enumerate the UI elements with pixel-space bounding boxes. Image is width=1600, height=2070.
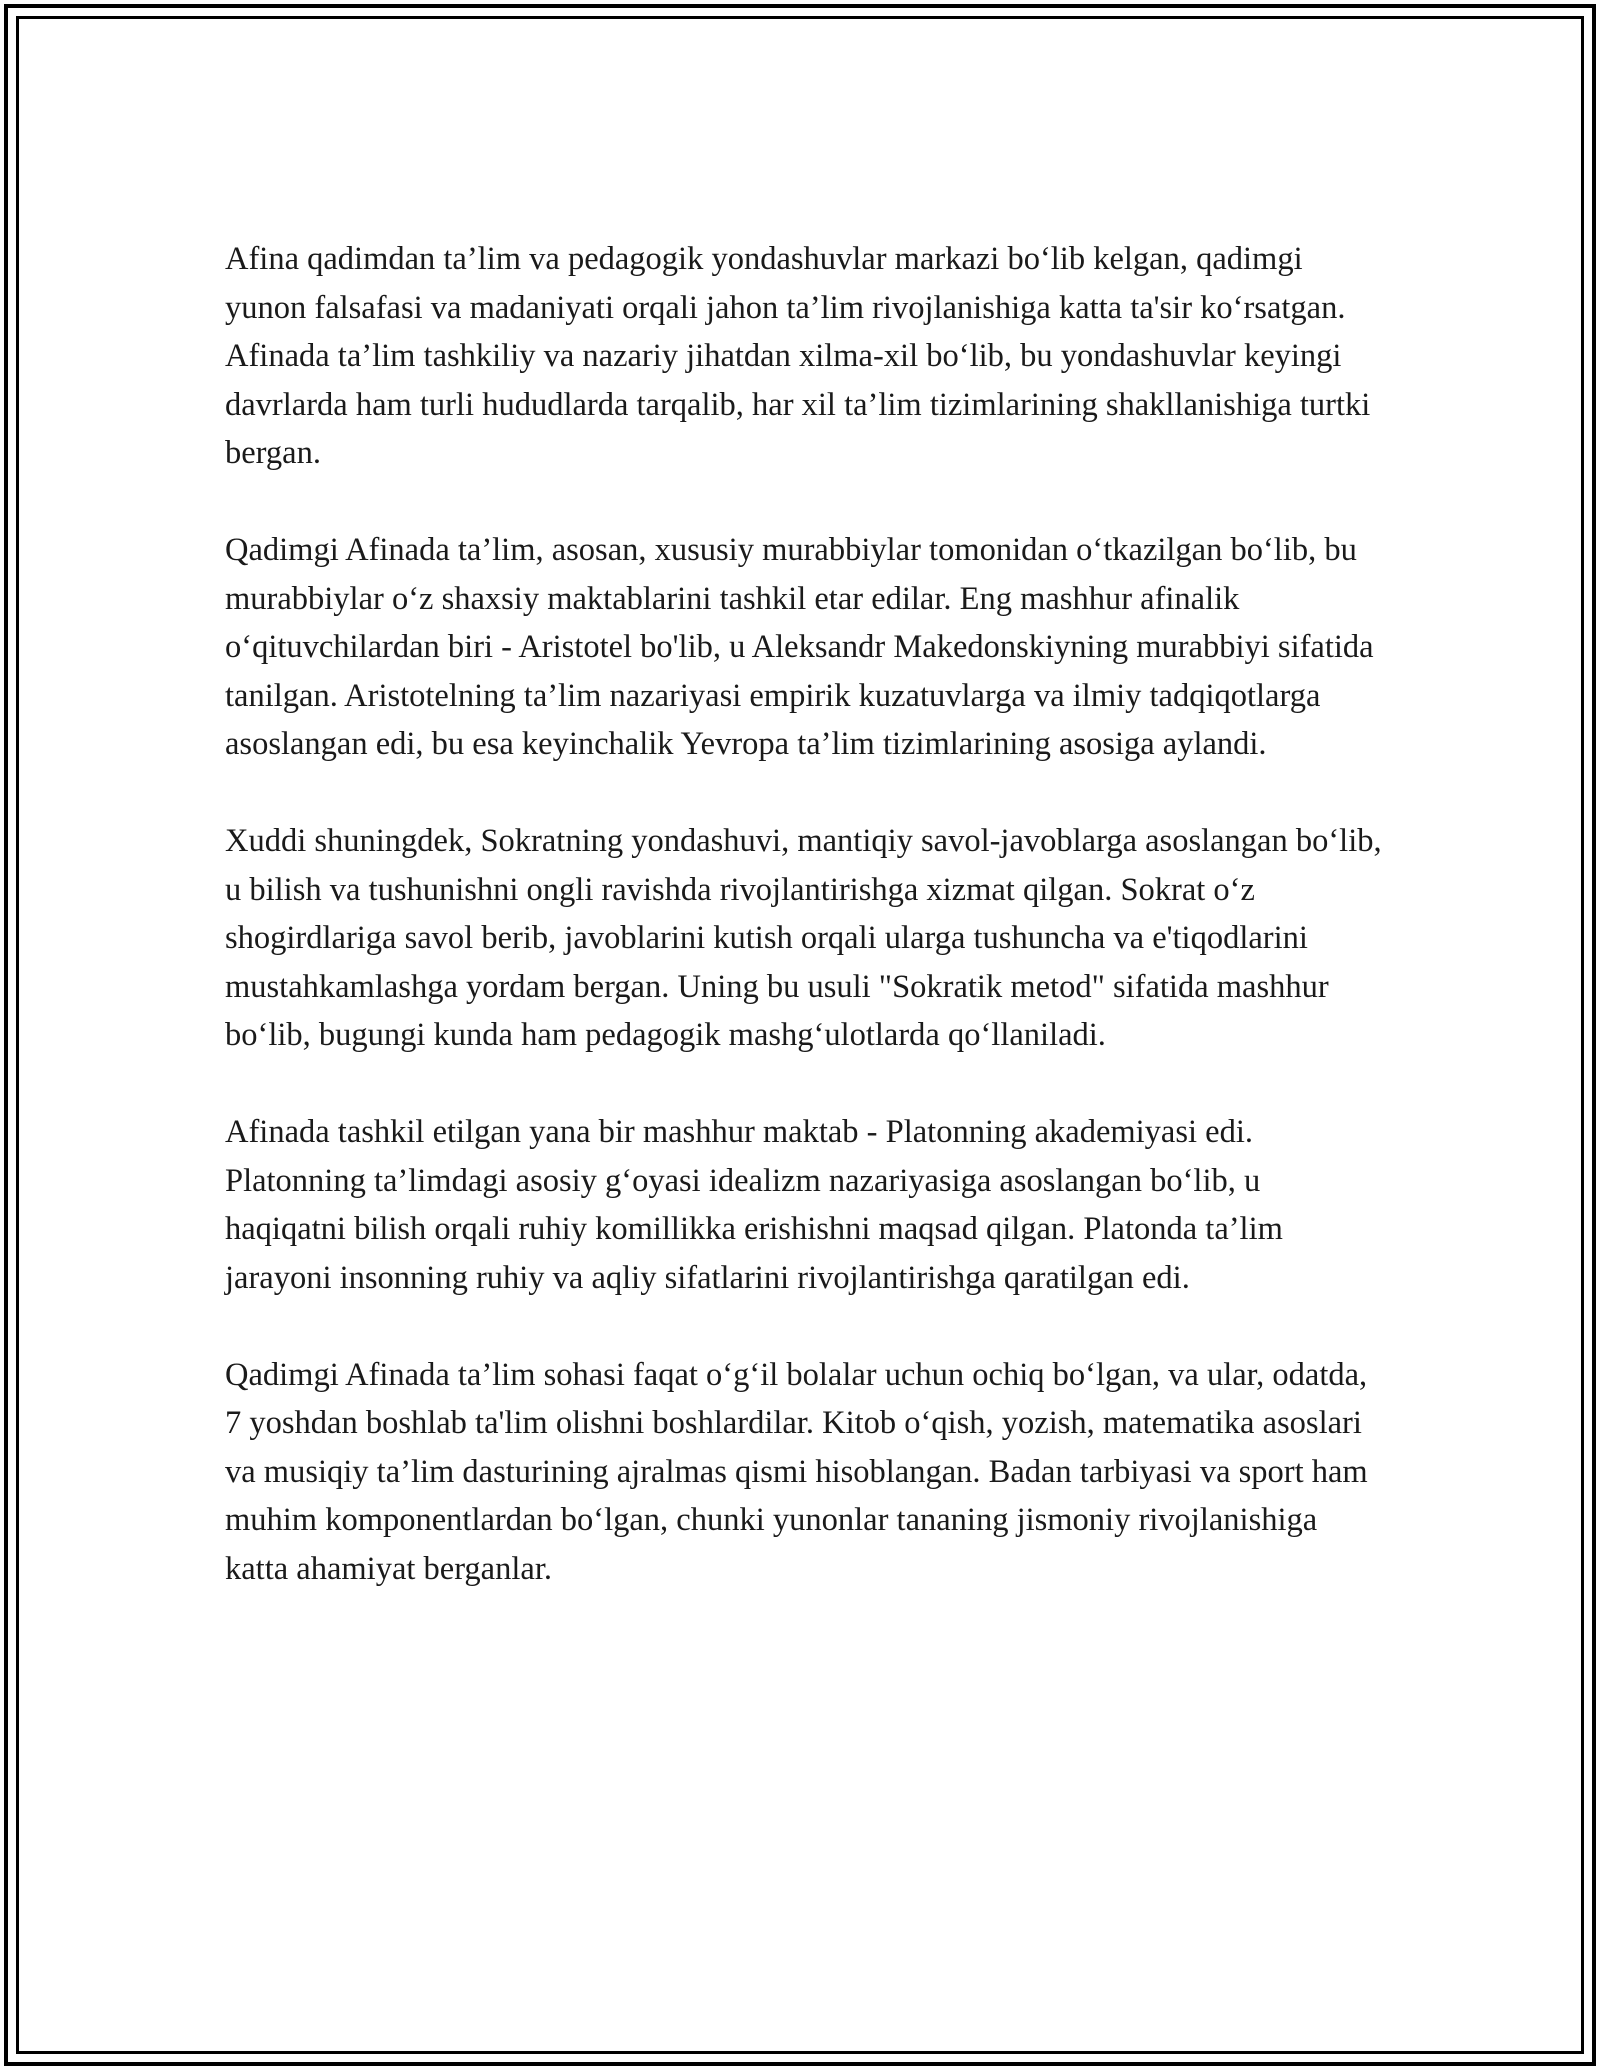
paragraph-plato-academy: Afinada tashkil etilgan yana bir mashhur maktab - Platonning akademiyasi edi. Platonning ta’limdagi asosiy g‘oyasi idealizm nazariyasiga asoslangan bo‘lib, u haqiqatni bilish orqali ruhiy komillikka erishishni maqsad qilgan. Platonda ta’lim jarayoni insonning ruhiy va aqliy sifatlarini rivojlantirishga qaratilgan edi. (225, 1114, 1283, 1296)
paragraph-boys-education-curriculum: Qadimgi Afinada ta’lim sohasi faqat o‘g‘il bolalar uchun ochiq bo‘lgan, va ular, odatda, 7 yoshdan boshlab ta'lim olishni boshlardilar. Kitob o‘qish, yozish, matematika asoslari va musiqiy ta’lim dasturining ajralmas qismi hisoblangan. Badan tarbiyasi va sport ham muhim komponentlardan bo‘lgan, chunki yunonlar tananing jismoniy rivojlanishiga katta ahamiyat berganlar. (225, 1356, 1368, 1587)
document-body (225, 235, 1385, 1593)
paragraph-private-tutors-aristotle: Qadimgi Afinada ta’lim, asosan, xususiy murabbiylar tomonidan o‘tkazilgan bo‘lib, bu murabbiylar o‘z shaxsiy maktablarini tashkil etar edilar. Eng mashhur afinalik o‘qituvchilardan biri - Aristotel bo'lib, u Aleksandr Makedonskiyning murabbiyi sifatida tanilgan. Aristotelning ta’lim nazariyasi empirik kuzatuvlarga va ilmiy tadqiqotlarga asoslangan edi, bu esa keyinchalik Yevropa ta’lim tizimlarining asosiga aylandi. (225, 532, 1374, 762)
paragraph-athens-education-center: Afina qadimdan ta’lim va pedagogik yondashuvlar markazi bo‘lib kelgan, qadimgi yunon falsafasi va madaniyati orqali jahon ta’lim rivojlanishiga katta ta'sir ko‘rsatgan. Afinada ta’lim tashkiliy va nazariy jihatdan xilma-xil bo‘lib, bu yondashuvlar keyingi davrlarda ham turli hududlarda tarqalib, har xil ta’lim tizimlarining shakllanishiga turtki bergan. (225, 241, 1371, 471)
paragraph-socratic-method: Xuddi shuningdek, Sokratning yondashuvi, mantiqiy savol-javoblarga asoslangan bo‘lib, u bilish va tushunishni ongli ravishda rivojlantirishga xizmat qilgan. Sokrat o‘z shogirdlariga savol berib, javoblarini kutish orqali ularga tushuncha va e'tiqodlarini mustahkamlashga yordam bergan. Uning bu usuli "Sokratik metod" sifatida mashhur bo‘lib, bugungi kunda ham pedagogik mashg‘ulotlarda qo‘llaniladi. (225, 823, 1382, 1053)
